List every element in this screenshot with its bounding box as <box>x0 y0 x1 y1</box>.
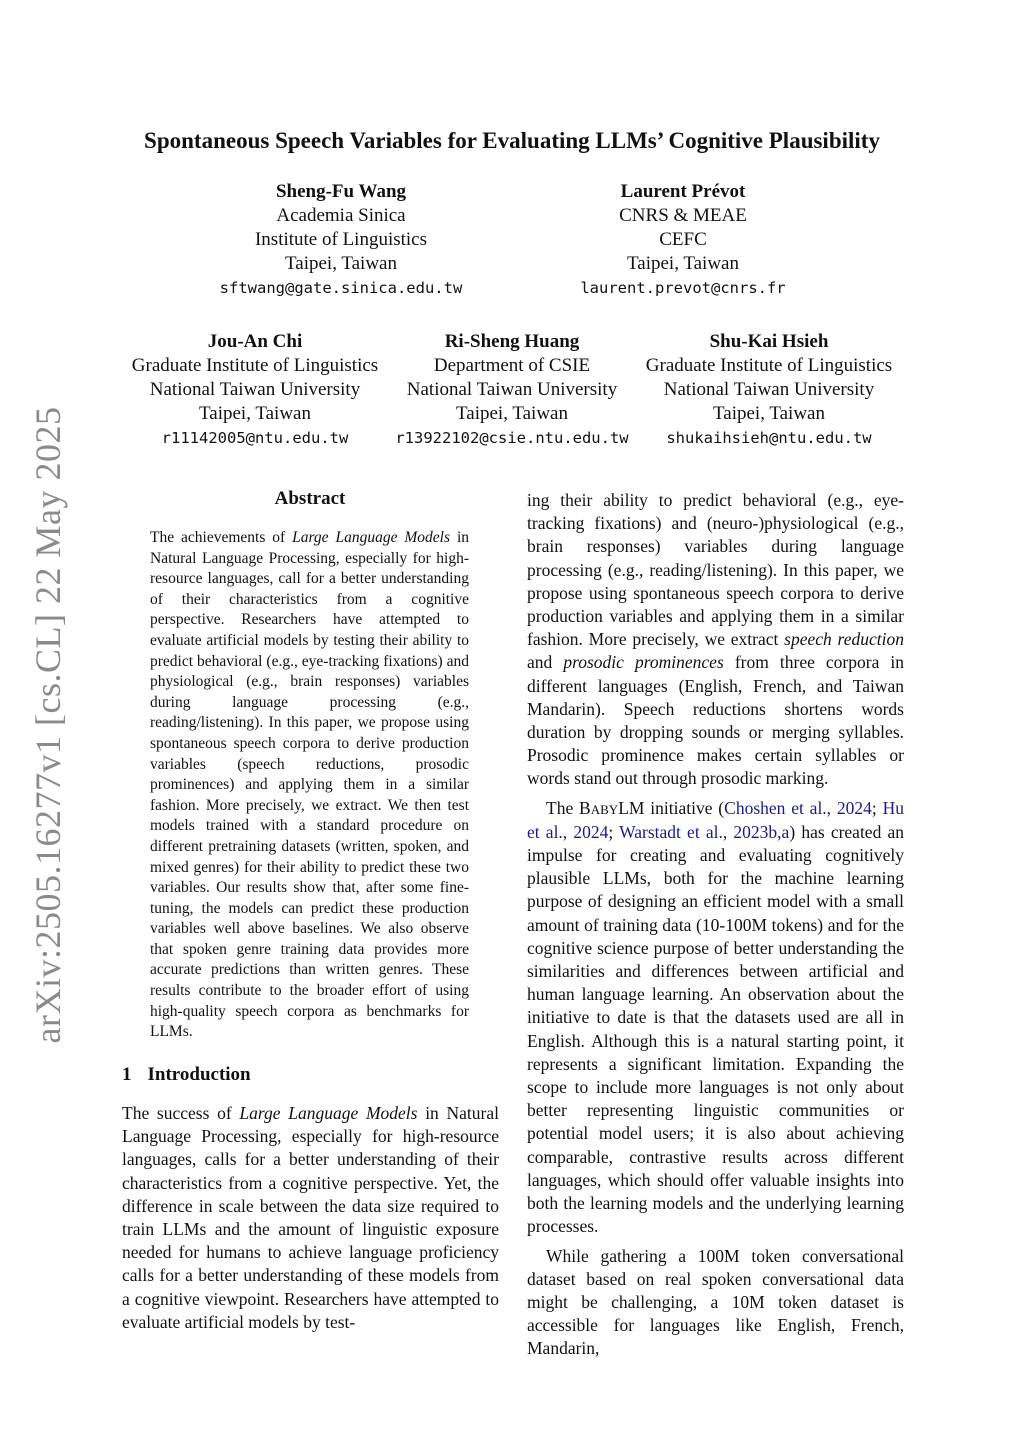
paragraph <box>527 489 904 791</box>
right-column <box>527 489 904 1367</box>
author-email[interactable]: laurent.prevot@cnrs.fr <box>580 279 786 297</box>
abstract-emphasis: Large Language Models <box>292 529 451 546</box>
paragraph-text: The <box>546 797 580 818</box>
author-email[interactable]: shukaihsieh@ntu.edu.tw <box>666 429 872 447</box>
author-name: Jou-An Chi <box>207 331 303 352</box>
term-speech-reduction: speech reduction <box>784 629 904 650</box>
paragraph-text: ; <box>871 797 883 818</box>
author-location: Taipei, Taiwan <box>712 403 825 424</box>
author-affiliation: Graduate Institute of Linguistics <box>131 355 379 376</box>
author-email[interactable]: sftwang@gate.sinica.edu.tw <box>219 279 463 297</box>
section-title: Introduction <box>147 1064 251 1085</box>
author-block <box>191 180 491 300</box>
author-block <box>619 330 919 450</box>
author-name: Shu-Kai Hsieh <box>709 331 829 352</box>
author-affiliation: Graduate Institute of Linguistics <box>645 355 893 376</box>
author-affiliation: CNRS & MEAE <box>619 205 747 226</box>
author-location: Taipei, Taiwan <box>284 253 397 274</box>
author-location: Taipei, Taiwan <box>626 253 739 274</box>
author-affiliation: CEFC <box>659 229 707 250</box>
author-block <box>362 330 662 450</box>
author-affiliation: National Taiwan University <box>149 379 361 400</box>
babylm-part: B <box>579 797 591 818</box>
author-block <box>105 330 405 450</box>
paper-title: Spontaneous Speech Variables for Evaluating LLMs’ Cognitive Plausibility <box>144 128 880 153</box>
author-location: Taipei, Taiwan <box>198 403 311 424</box>
intro-left-column <box>122 1102 499 1334</box>
author-email[interactable]: r11142005@ntu.edu.tw <box>161 429 349 447</box>
paragraph-text: and <box>527 652 564 673</box>
arxiv-stamp: arXiv:2505.16277v1 [cs.CL] 22 May 2025 <box>28 406 68 1044</box>
paragraph-text: from three corpora in different languages (English, French, and Taiwan Mandarin). Speech reductions shortens words duration by dropping sounds or merging syllables. Prosodic prominence makes certain syllables or words stand out through prosodic marking. <box>527 652 905 789</box>
abstract-heading: Abstract <box>274 488 346 509</box>
author-name: Sheng-Fu Wang <box>275 181 407 202</box>
author-name: Laurent Prévot <box>620 181 746 202</box>
paragraph <box>527 797 904 1239</box>
citation-link[interactable]: Choshen et al., 2024 <box>724 797 872 818</box>
author-affiliation: National Taiwan University <box>663 379 875 400</box>
abstract-body <box>150 528 469 1043</box>
citation-link[interactable]: Hu et al., 2024 <box>527 797 904 842</box>
author-email[interactable]: r13922102@csie.ntu.edu.tw <box>395 429 629 447</box>
intro-text: in Natural Language Processing, especially for high-resource languages, calls for a better understanding of their characteristics from a cognitive perspective. Yet, the difference in scale between the data size required to train LLMs and the amount of linguistic exposure needed for humans to achieve language proficiency calls for a better understanding of these models from a cognitive viewpoint. Researchers have attempted to evaluate artificial models by test- <box>122 1103 499 1332</box>
paragraph-text: ; <box>608 821 620 842</box>
section-number: 1 <box>122 1064 132 1085</box>
paragraph: While gathering a 100M token conversational dataset based on real spoken conversational data might be challenging, a 10M token dataset is accessible for languages like English, French, Mandarin, <box>527 1245 904 1359</box>
author-name: Ri-Sheng Huang <box>444 331 580 352</box>
term-prosodic-prominences: prosodic prominences <box>563 652 724 673</box>
abstract-text: in Natural Language Processing, especially for high-resource languages, call for a better understanding of their characteristics from a cognitive perspective. Researchers have attempted to evaluate artificial models by testing their ability to predict behavioral (e.g., eye-tracking fixations) and physiological (e.g., brain responses) variables during language processing (e.g., reading/listening). In this paper, we propose using spontaneous speech corpora to derive production variables (speech reductions, prosodic prominences) and applying them in a similar fashion. More precisely, we extract. We then test models trained with a standard procedure on different pretraining datasets (written, spoken, and mixed genres) for their ability to predict these two variables. Our results show that, after some fine-tuning, the models can predict these production variables well above baselines. We also observe that spoken genre training data provides more accurate predictions than written genres. These results contribute to the broader effort of using high-quality speech corpora as benchmarks for LLMs. <box>150 529 470 1041</box>
citation-link[interactable]: Warstadt et al., 2023b,a <box>619 821 790 842</box>
author-location: Taipei, Taiwan <box>455 403 568 424</box>
babylm-part: LM <box>618 797 645 818</box>
babylm-name <box>579 798 644 818</box>
intro-emphasis: Large Language Models <box>239 1103 418 1123</box>
author-affiliation: Institute of Linguistics <box>254 229 428 250</box>
section-heading <box>122 1064 251 1086</box>
author-affiliation: Academia Sinica <box>276 205 406 226</box>
author-block <box>533 180 833 300</box>
paragraph-text: initiative ( <box>644 797 725 818</box>
babylm-part: ABY <box>590 801 619 817</box>
abstract-text: The achievements of <box>150 529 293 546</box>
author-affiliation: National Taiwan University <box>406 379 618 400</box>
intro-text: The success of <box>122 1103 240 1123</box>
paragraph-text: ) has created an impulse for creating and evaluating cognitively plausible LLMs, both for the machine learning purpose of designing an efficient model with a small amount of training data (10-100M tokens) and for the cognitive science purpose of better understanding the similarities and differences between artificial and human language learning. An observation about the initiative to date is that the datasets used are all in English. Although this is a natural starting point, it represents a significant limitation. Expanding the scope to include more languages is not only about better representing linguistic communities or potential model users; it is also about achieving comparable, contrastive results across different languages, which should offer valuable insights into both the learning models and the underlying learning processes. <box>527 821 905 1237</box>
paragraph-text: ing their ability to predict behavioral (e.g., eye-tracking fixations) and (neuro-)physiological (e.g., brain responses) variables during language processing (e.g., reading/listening). In this paper, we propose using spontaneous speech corpora to derive production variables and applying them in a similar fashion. More precisely, we extract <box>527 490 904 650</box>
author-affiliation: Department of CSIE <box>433 355 591 376</box>
